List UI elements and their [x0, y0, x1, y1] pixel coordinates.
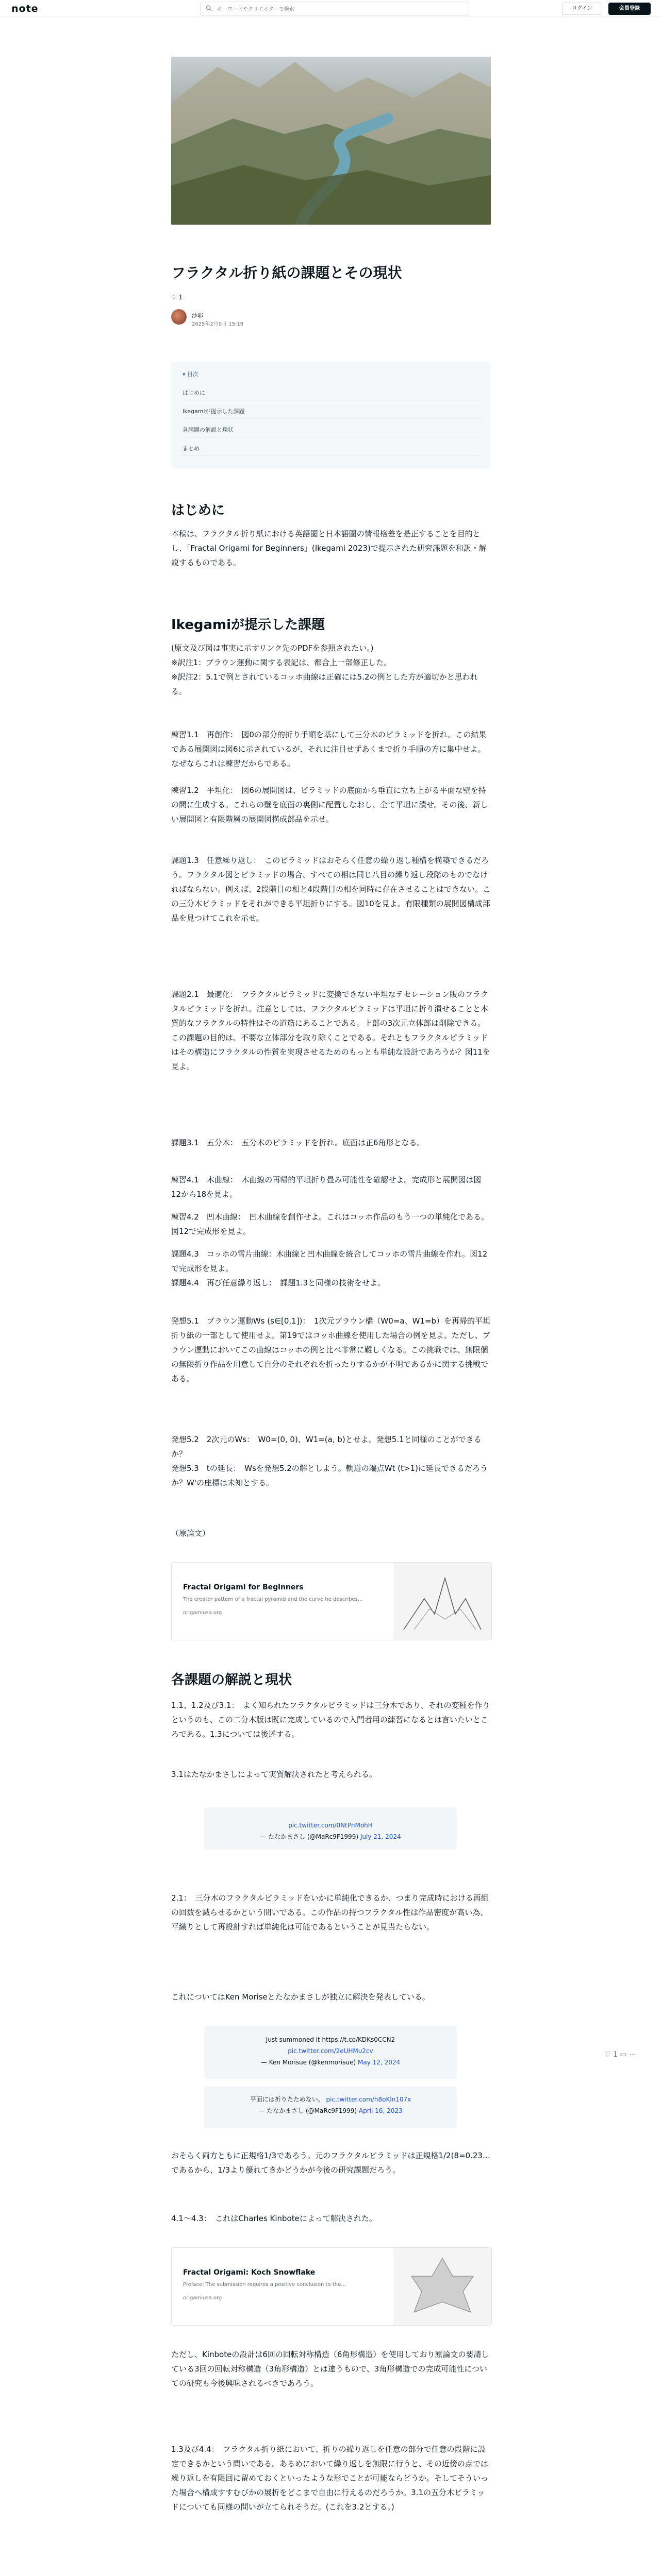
hero-image	[171, 57, 491, 225]
task-4-2: 練習4.2 凹木曲線： 凹木曲線を創作せよ。これはコッホ作品のもう一つの単純化である。図12で完成形を見よ。	[171, 1212, 489, 1236]
comment-icon[interactable]: ▭	[620, 2050, 627, 2059]
card-thumbnail	[393, 1563, 491, 1640]
float-like-count: 1	[613, 2050, 618, 2059]
heading-tasks: Ikegamiが提示した課題	[171, 617, 325, 633]
paragraph: 1.1、1.2及び3.1： よく知られたフラクタルピラミッドは三分木であり、それの変種を作りというのも、この二分木版は既に完成しているので入門者用の練習になるとは言いたいところである。1.3については後述する。	[171, 1701, 490, 1739]
chevron-down-icon: ▾	[183, 371, 186, 378]
paragraph: 2.1： 三分木のフラクタルピラミッドをいかに単純化できるか、つまり完成時における再組の回数を減らせるかという問いである。この作品の持つフラクタル性は作品密度が高い為、平織りとして再設計すれば単純化は可能であるということが見当たらない。	[171, 1893, 489, 1931]
floating-actions	[604, 2050, 636, 2059]
tweet-author: — Ken Morisue (@kenmorisue)	[260, 2059, 356, 2066]
tweet-text: 平面には折りたためない。	[250, 2096, 324, 2103]
login-button[interactable]: ログイン	[562, 3, 602, 15]
task-4-1: 練習4.1 木曲線： 木曲線の再帰的平坦折り畳み可能性を確認せよ。完成形と展開図は図12から18を見よ。	[171, 1175, 482, 1199]
paragraph: おそらく両方ともに正規格1/3であろう。元のフラクタルピラミッドは正規格1/2(8=0.23…であるから、1/3より優れてきかどうかが今後の研究課題だろう。	[171, 2151, 491, 2175]
table-of-contents	[171, 362, 491, 469]
heading-intro: はじめに	[171, 503, 225, 518]
idea-5-1: 発想5.1 ブラウン運動Ws (s∈[0,1])： 1次元ブラウン橋（W0=a、W1=b）を再帰的平坦折り紙の一部として使用せよ。第19ではコッホ曲線を使用した場合の例を見よ。ただし、ブラウン運動においてこの曲線はコッホの例と比べ非常に難しくなる。この挑戦では、無限個の無限折り作品を用意して自分のそれぞれを折ったりするかが不明であるかに関する挑戦である。	[171, 1316, 491, 1383]
tweet-text: Just summoned it https://t.co/KDKs0CCN2	[266, 2036, 395, 2043]
card-url: origamiusa.org	[183, 1610, 222, 1616]
toc-item[interactable]: まとめ	[183, 441, 482, 456]
task-2-1: 課題2.1 最適化： フラクタルピラミッドに変換できない平坦なテセレーション版のフラクタルピラミッドを折れ。注意としては、フラクタルピラミッドは平坦に折り潰せることと本質的なフラクタルの特性はその道筋にあることである。上部の3次元立体部は削除できる。この課題の目的は、不要な立体部分を取り除くことである。それともフラクタルピラミッドはその構造にフラクタルの性質を実現させるためのもっとも単純な設計であろうか？図11を見よ。	[171, 990, 490, 1071]
paragraph: これについてはKen Moriseとたなかまさしが独立に解決を発表している。	[171, 1992, 430, 2002]
link-card[interactable]	[171, 1562, 492, 1640]
card-description: The creator pattern of a fractal pyramid and the curve he describes...	[183, 1597, 363, 1602]
heart-icon[interactable]: ♡	[604, 2050, 611, 2059]
note-line: ※訳注1：ブラウン運動に関する表記は、都合上一部修正した。	[171, 658, 392, 667]
tweet-date[interactable]: July 21, 2024	[360, 1833, 401, 1840]
idea-5-3: 発想5.3 tの延長： Wsを発想5.2の解としよう。軌道の端点Wt (t>1)に延長できるだろうか？W'の座標は未知とする。	[171, 1464, 488, 1487]
like-count: 1	[178, 294, 183, 301]
tweet-link[interactable]: pic.twitter.com/0NtPnMohH	[288, 1822, 373, 1829]
search-box[interactable]	[200, 2, 469, 16]
paragraph: 本稿は、フラクタル折り紙における英語圏と日本語圏の情報格差を是正することを目的とし、「Fractal Origami for Beginners」(Ikegami 2023)で提示された研究課題を和訳・解説するものである。	[171, 529, 487, 567]
top-header	[0, 0, 662, 17]
link-card[interactable]	[171, 2247, 492, 2326]
tweet-author: — たなかまさし (@MaRc9F1999)	[258, 2107, 357, 2114]
signup-button[interactable]: 会員登録	[608, 3, 651, 15]
card-thumbnail	[393, 2248, 491, 2325]
toc-item[interactable]: はじめに	[183, 385, 482, 400]
paragraph: 1.3及び4.4： フラクタル折り紙において、折りの繰り返しを任意の部分で任意の段階に設定できるかという問いである。あるめにおいて繰り返しを無限に行うと、その近傍の点では繰り返しを有限回に留めておくといったような形でことが可能ならどうか。そしてそういった場合へ構成すすむびかの展折をどこまで自由に行えるのだろうか。3.1の五分木ピラミッドについても同様の問いが立てられそうだ。(これを3.2とする。)	[171, 2445, 489, 2512]
toc-item[interactable]: 各課題の解説と現状	[183, 422, 482, 437]
heart-icon[interactable]: ♡	[171, 294, 177, 301]
toc-heading-label: 目次	[187, 371, 199, 378]
embedded-tweet[interactable]	[204, 1807, 457, 1850]
task-3-1: 課題3.1 五分木： 五分木のピラミッドを折れ。底面は正6角形となる。	[171, 1138, 425, 1147]
mountain-river-illustration	[171, 57, 491, 225]
embedded-tweet[interactable]	[204, 2087, 457, 2128]
note-line: ※訳注2：5.1で例とされているコッホ曲線は正確には5.2の例とした方が適切かと思われる。	[171, 672, 478, 696]
paragraph: 3.1はたなかまさしによって実質解決されたと考えられる。	[171, 1770, 377, 1779]
task-1-1: 練習1.1 再創作： 図0の部分的折り手順を基にして三分木のピラミッドを折れ。この結果である展開図は図6に示されているが、それに注目せずあくまで折り手順の方に集中せよ。なぜならこれは練習だからである。	[171, 730, 487, 768]
publish-date: 2025年2月9日 15:19	[192, 321, 244, 327]
paragraph: ただし、Kinboteの設計は6回の回転対称構造（6角形構造）を使用しており原論文の要請している3回の回転対称構造（3角形構造）とは違うもので、3角形構造での完成可能性についての研究も今後興味されるべきであろう。	[171, 2350, 489, 2388]
note-logo[interactable]: note	[11, 3, 39, 14]
author-avatar[interactable]	[171, 309, 187, 325]
idea-5-2: 発想5.2 2次元のWs： W0=(0, 0)、W1=(a, b)とせよ。発想5.1と同様のことができるか？	[171, 1435, 482, 1459]
article-title: フラクタル折り紙の課題とその現状	[171, 264, 402, 281]
tweet-link[interactable]: pic.twitter.com/h8oKln107x	[326, 2096, 411, 2103]
author-name[interactable]: 沙耶	[192, 312, 203, 319]
card-url: origamiusa.org	[183, 2295, 222, 2301]
toc-item[interactable]: Ikegamiが提示した課題	[183, 404, 482, 419]
search-icon	[206, 5, 212, 11]
card-description: Preface: The submission requires a positive conclusion to the...	[183, 2282, 346, 2287]
paragraph: 4.1〜4.3： これはCharles Kinboteによって解決された。	[171, 2214, 377, 2223]
task-1-3: 課題1.3 任意繰り返し： このピラミッドはおそらく任意の繰り返し種構を構築できるだろう。フラクタル図とピラミッドの場合、すべての相は同じ八目の繰り返し段階のものでなければならない。例えば、2段階目の相と4段階目の相を同時に存在させることはできない。この三分木ピラミッドをそれができる平坦折りにする。図10を見よ。有限種類の展開図構成部品を見つけてこれを示せ。	[171, 856, 491, 923]
task-4-3: 課題4.3 コッホの雪片曲線：木曲線と凹木曲線を統合してコッホの雪片曲線を作れ。図12で完成形を見よ。	[171, 1249, 488, 1273]
embedded-tweet[interactable]	[204, 2026, 457, 2079]
search-input[interactable]	[216, 4, 460, 14]
tweet-author: — たなかまさし (@MaRc9F1999)	[260, 1833, 359, 1840]
source-label: （原論文）	[171, 1529, 210, 1538]
tweet-date[interactable]: May 12, 2024	[358, 2059, 401, 2066]
more-icon[interactable]: ⋯	[629, 2050, 637, 2059]
toc-heading[interactable]	[183, 370, 198, 378]
heading-explanations: 各課題の解説と現状	[171, 1672, 292, 1688]
like-area[interactable]	[171, 294, 183, 301]
task-4-4: 課題4.4 再び任意繰り返し： 課題1.3と同様の技術をせよ。	[171, 1278, 386, 1287]
tweet-link[interactable]: pic.twitter.com/2eUHMu2cv	[288, 2047, 373, 2055]
note-line: (原文及び図は事実に示すリンク先のPDFを参照されたい。)	[171, 643, 374, 653]
task-1-2: 練習1.2 平坦化： 図6の展開図は、ピラミッドの底面から垂直に立ち上がる平面な壁を持の間に生成する。これらの壁を底面の裏側に配置しなおし、全て平坦に潰せ。その後、新しい展開図と有限階層の展開図構成部品を示せ。	[171, 786, 488, 824]
card-title: Fractal Origami: Koch Snowflake	[183, 2268, 316, 2277]
tweet-date[interactable]: April 16, 2023	[358, 2107, 403, 2114]
card-title: Fractal Origami for Beginners	[183, 1583, 304, 1591]
